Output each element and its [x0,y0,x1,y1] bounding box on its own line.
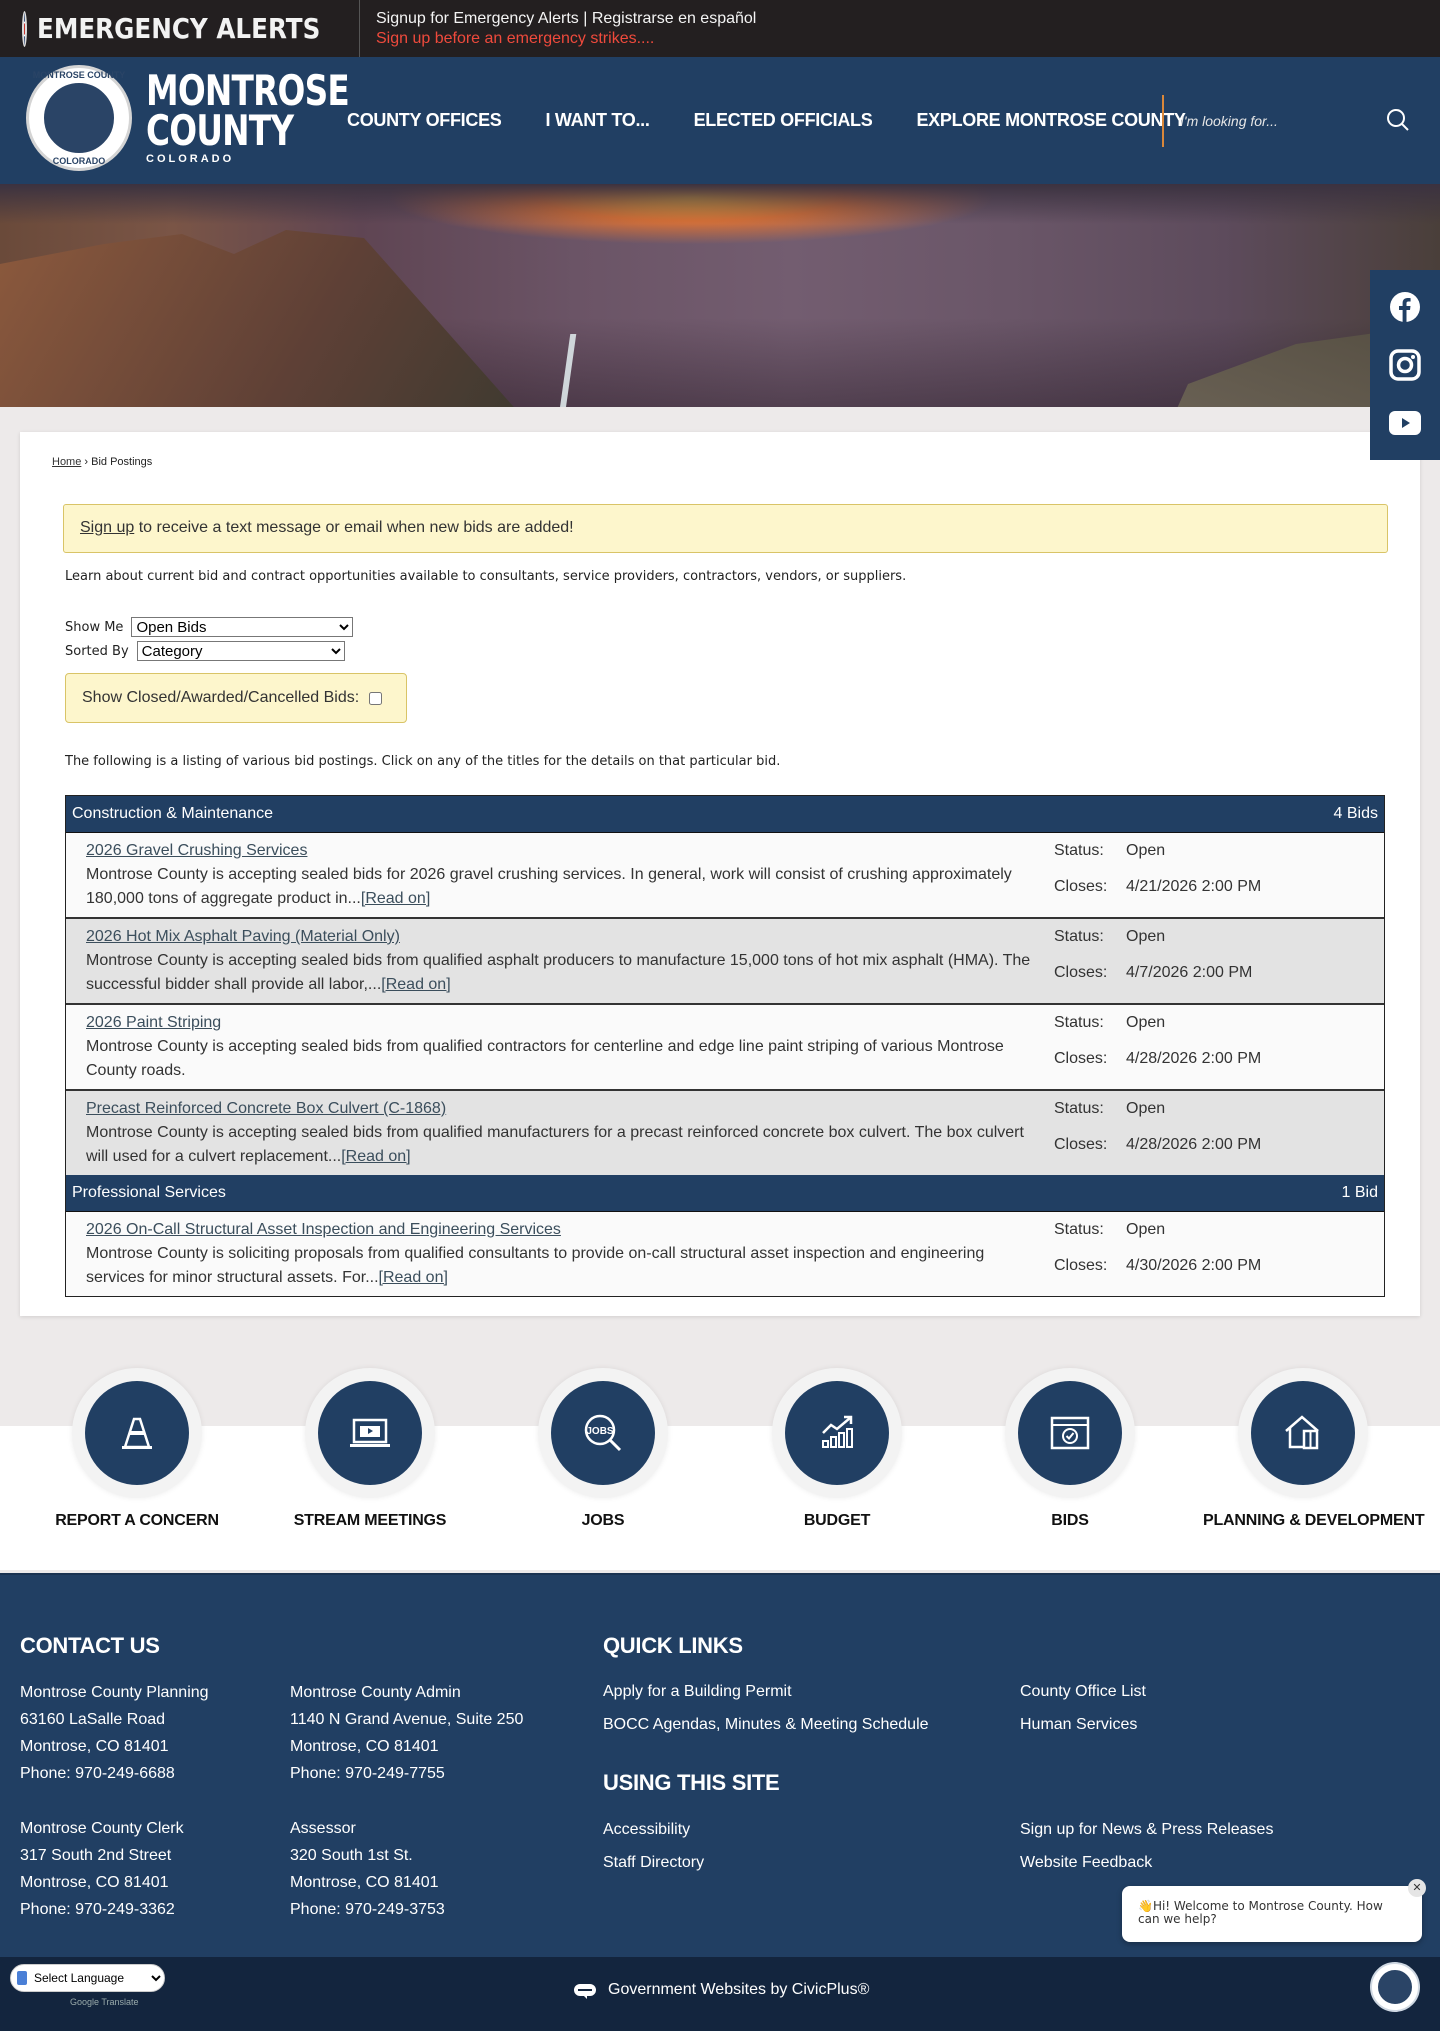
svg-text:JOBS: JOBS [586,1426,614,1437]
bid-listing-table [65,795,1385,1297]
closes-value: 4/21/2026 2:00 PM [1126,878,1262,895]
contact-name: Assessor [290,1820,356,1837]
house-door-icon [1282,1413,1324,1453]
breadcrumb-current: Bid Postings [91,456,153,468]
seal-bottom-text: COLORADO [52,156,106,166]
status-label: Status: [1054,1100,1104,1117]
status-label: Status: [1054,1014,1104,1031]
contact-address: 1140 N Grand Avenue, Suite 250 [290,1711,524,1728]
brand-line-1: MONTROSE [146,66,350,115]
contact-name: Montrose County Clerk [20,1820,184,1837]
alert-signup-link[interactable]: Signup for Emergency Alerts | Registrarse en español [376,9,757,27]
show-closed-checkbox[interactable] [369,692,382,705]
brand-line-3: COLORADO [146,153,235,165]
language-selector[interactable] [10,1964,165,1992]
bid-row [66,833,1384,919]
read-on-link[interactable]: [Read on] [360,890,431,907]
facebook-link[interactable] [1388,290,1422,324]
category-name: Construction & Maintenance [72,805,273,822]
bid-title-link[interactable]: 2026 Hot Mix Asphalt Paving (Material Only) [86,928,400,945]
laptop-play-icon [348,1415,392,1451]
bid-signup-notice [63,504,1388,553]
search-input[interactable] [1164,113,1364,129]
alert-subtext[interactable]: Sign up before an emergency strikes.... [376,29,655,47]
status-label: Status: [1054,842,1104,859]
bid-row [66,919,1384,1005]
quick-link-icons [0,1368,1440,1570]
contact-admin [290,1679,523,1787]
jobs-search-icon [581,1411,625,1455]
sorted-by-row [65,641,345,661]
closes-value: 4/7/2026 2:00 PM [1126,964,1253,981]
sorted-by-select[interactable] [137,641,345,661]
signup-link[interactable]: Sign up [80,519,135,536]
nav-explore-montrose-county[interactable]: EXPLORE MONTROSE COUNTY [916,110,1186,130]
contact-address: 317 South 2nd Street [20,1847,172,1864]
county-seal-icon [1376,1968,1414,2006]
status-value: Open [1126,928,1166,945]
footer-link-building-permit[interactable]: Apply for a Building Permit [603,1683,792,1700]
breadcrumb-separator: › [84,456,89,468]
emergency-alert-bar [0,0,1440,57]
quick-links-heading: QUICK LINKS [603,1633,743,1658]
category-count: 4 Bids [1333,805,1378,822]
bid-description: Montrose County is soliciting proposals from qualified consultants to provide on-call structural asset inspection and engineering services for minor structural assets. For... [86,1245,985,1286]
search-box [1162,95,1418,147]
category-name: Professional Services [72,1184,226,1201]
bid-title-link[interactable]: Precast Reinforced Concrete Box Culvert (C-1868) [86,1100,447,1117]
quick-stream-meetings[interactable]: STREAM MEETINGS [270,1368,470,1530]
show-me-row [65,617,353,637]
hero-banner-canyon-image [0,184,1440,407]
contact-phone[interactable]: Phone: 970-249-6688 [20,1765,175,1782]
status-value: Open [1126,1014,1166,1031]
closes-label: Closes: [1054,1050,1108,1067]
alert-logo-icon [22,11,27,47]
status-value: Open [1126,842,1166,859]
google-translate-label: Google Translate [70,1997,139,2007]
category-count: 1 Bid [1341,1184,1378,1201]
read-on-link[interactable]: [Read on] [381,976,451,993]
contact-name: Montrose County Planning [20,1684,209,1701]
nav-county-offices[interactable]: COUNTY OFFICES [347,110,502,130]
footer-link-website-feedback[interactable]: Website Feedback [1020,1854,1153,1871]
nav-elected-officials[interactable]: ELECTED OFFICIALS [693,110,873,130]
show-me-select[interactable] [131,617,353,637]
youtube-icon [1388,410,1422,436]
bid-title-link[interactable]: 2026 On-Call Structural Asset Inspection and Engineering Services [86,1221,561,1238]
bid-row [66,1091,1384,1175]
contact-city: Montrose, CO 81401 [290,1874,439,1891]
youtube-link[interactable] [1388,406,1422,440]
social-media-bar [1370,270,1440,460]
nav-i-want-to[interactable]: I WANT TO... [545,110,650,130]
status-label: Status: [1054,1221,1104,1238]
closes-label: Closes: [1054,878,1108,895]
civicplus-logo-icon [572,1981,598,1999]
contact-name: Montrose County Admin [290,1684,461,1701]
closes-label: Closes: [1054,1257,1108,1274]
facebook-icon [1389,291,1421,323]
quick-budget[interactable]: BUDGET [737,1368,937,1530]
category-header [66,1175,1384,1212]
breadcrumb [52,456,152,468]
contact-address: 63160 LaSalle Road [20,1711,166,1728]
category-header [66,796,1384,833]
instagram-icon [1389,349,1421,381]
emergency-alerts-link[interactable] [0,0,360,57]
bid-description: Montrose County is accepting sealed bids from qualified contractors for centerline and edge line paint striping of various Montrose County roads. [86,1038,1004,1079]
contact-phone[interactable]: Phone: 970-249-7755 [290,1765,445,1782]
chart-growth-icon [817,1413,857,1453]
quick-report-a-concern[interactable]: REPORT A CONCERN [37,1368,237,1530]
bid-title-link[interactable]: 2026 Gravel Crushing Services [86,842,308,859]
search-icon [1385,107,1411,133]
contact-phone[interactable]: Phone: 970-249-3362 [20,1901,175,1918]
signup-text: to receive a text message or email when new bids are added! [134,519,574,536]
closes-value: 4/30/2026 2:00 PM [1126,1257,1262,1274]
civicplus-credit[interactable] [572,1981,869,1999]
contact-city: Montrose, CO 81401 [20,1738,169,1755]
contact-planning [20,1679,209,1787]
footer-link-staff-directory[interactable]: Staff Directory [603,1854,705,1871]
status-value: Open [1126,1221,1166,1238]
status-value: Open [1126,1100,1166,1117]
footer-link-news-signup[interactable]: Sign up for News & Press Releases [1020,1821,1274,1838]
county-seal-logo[interactable] [26,65,132,171]
content-card [20,432,1420,1316]
bid-row [66,1212,1384,1296]
chat-message: 👋Hi! Welcome to Montrose County. How can we help? [1138,1899,1383,1926]
bid-title-link[interactable]: 2026 Paint Striping [86,1014,222,1031]
quick-planning-development[interactable]: PLANNING & DEVELOPMENT [1203,1368,1403,1530]
language-select[interactable] [30,1970,164,1986]
contact-city: Montrose, CO 81401 [290,1738,439,1755]
bid-description: Montrose County is accepting sealed bids from qualified manufacturers for a precast reinforced concrete box culvert. The box culvert will used for a culvert replacement... [86,1124,1024,1165]
bid-description: Montrose County is accepting sealed bids from qualified asphalt producers to manufacture 15,000 tons of hot mix asphalt (HMA). The successful bidder shall provide all labor,... [86,952,1031,993]
footer-link-bocc-agendas[interactable]: BOCC Agendas, Minutes & Meeting Schedule [603,1716,929,1733]
closes-label: Closes: [1054,1136,1108,1153]
footer-link-county-office-list[interactable]: County Office List [1020,1683,1146,1700]
chat-welcome-bubble[interactable] [1122,1886,1422,1942]
quick-jobs[interactable]: JOBS JOBS [503,1368,703,1530]
traffic-cone-icon [117,1413,157,1453]
seal-top-text: MONTROSE COUNTY [32,70,126,80]
closes-value: 4/28/2026 2:00 PM [1126,1136,1262,1153]
browser-check-icon [1049,1415,1091,1451]
brand-line-2: COUNTY [146,106,294,155]
contact-assessor [290,1815,445,1923]
contact-phone[interactable]: Phone: 970-249-3753 [290,1901,445,1918]
intro-text: Learn about current bid and contract opportunities available to consultants, service providers, contractors, vendors, or suppliers. [65,569,907,584]
show-me-label: Show Me [65,619,124,635]
bid-description: Montrose County is accepting sealed bids for 2026 gravel crushing services. In general, work will consist of crushing approximately 180,000 tons of aggregate product in... [86,866,1012,907]
contact-heading: CONTACT US [20,1633,160,1658]
status-label: Status: [1054,928,1104,945]
alert-title: EMERGENCY ALERTS [37,12,321,45]
bid-row [66,1005,1384,1091]
contact-city: Montrose, CO 81401 [20,1874,169,1891]
footer-link-accessibility[interactable]: Accessibility [603,1821,691,1838]
instagram-link[interactable] [1388,348,1422,382]
contact-address: 320 South 1st St. [290,1847,413,1864]
site-header [0,57,1440,184]
search-button[interactable] [1384,107,1412,135]
show-closed-label: Show Closed/Awarded/Cancelled Bids: [82,689,360,706]
read-on-link[interactable]: [Read on] [341,1148,411,1165]
bottom-bar [0,1957,1440,2031]
main-nav [325,57,1208,184]
closes-value: 4/28/2026 2:00 PM [1126,1050,1262,1067]
using-this-site-heading: USING THIS SITE [603,1770,780,1795]
listing-note: The following is a listing of various bid postings. Click on any of the titles for the details on that particular bid. [65,754,781,769]
closes-label: Closes: [1054,964,1108,981]
breadcrumb-home[interactable]: Home [52,456,82,468]
show-closed-bids-box [65,673,407,723]
chat-launcher-button[interactable] [1370,1962,1420,2012]
google-translate-icon [17,1971,27,1985]
quick-bids[interactable]: BIDS [970,1368,1170,1530]
footer-link-human-services[interactable]: Human Services [1020,1716,1138,1733]
read-on-link[interactable]: [Read on] [378,1269,448,1286]
civicplus-text: Government Websites by CivicPlus® [608,1981,870,1998]
seal-mountain-icon [41,80,117,156]
chat-close-button[interactable]: ✕ [1408,1879,1426,1897]
sorted-by-label: Sorted By [65,643,129,659]
contact-clerk [20,1815,184,1923]
